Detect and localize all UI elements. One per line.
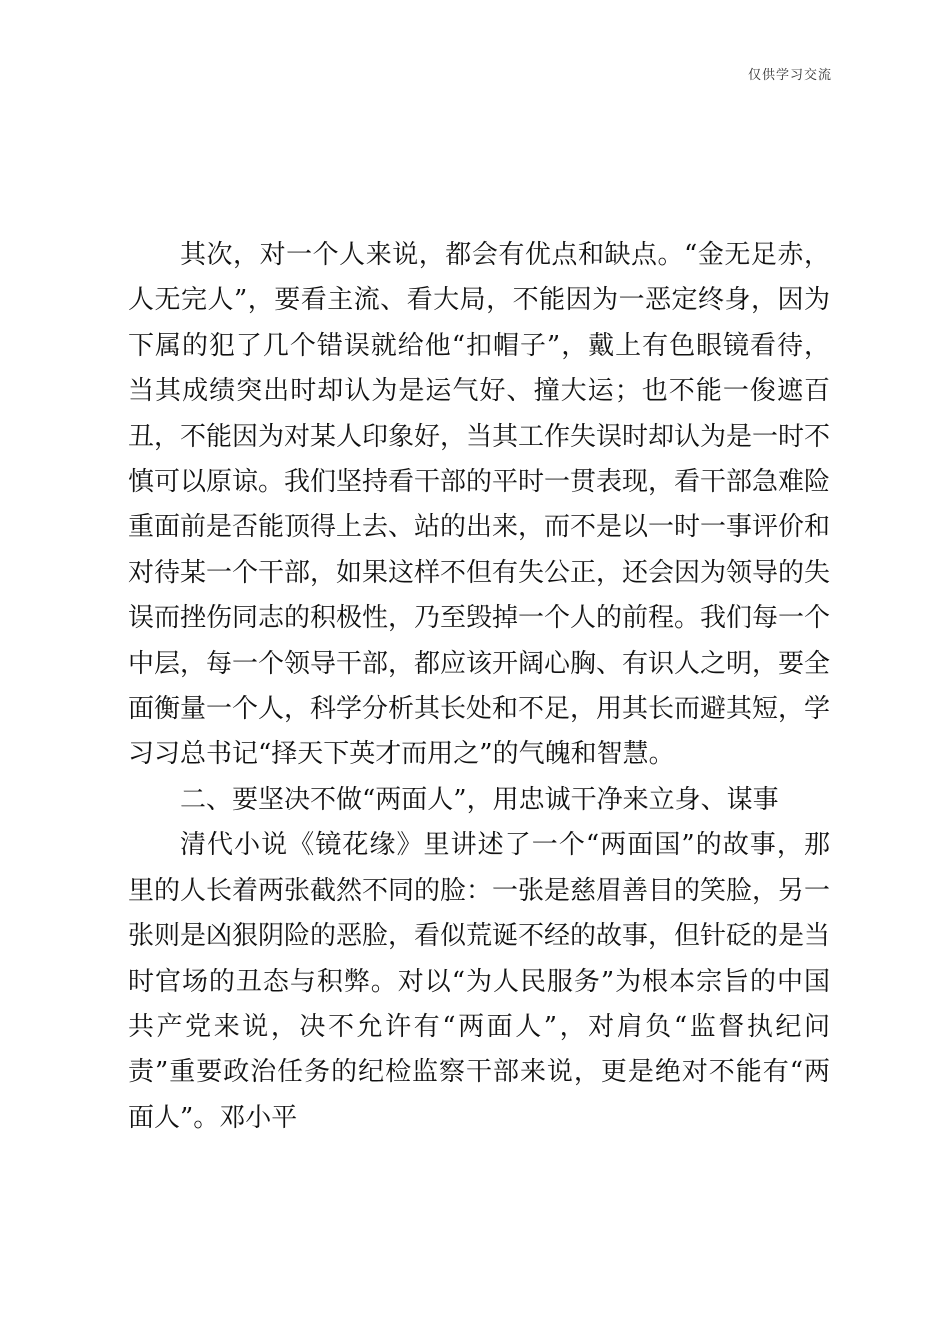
body-paragraph-1: 其次，对一个人来说，都会有优点和缺点。“金无足赤，人无完人”，要看主流、看大局，不能因为一恶定终身，因为下属的犯了几个错误就给他“扣帽子”，戴上有色眼镜看待，当其成绩突出时却认为是运气好、撞大运；也不能一俊遮百丑，不能因为对某人印象好，当其工作失误时却认为是一时不慎可以原谅。我们坚持看干部的平时一贯表现，看干部急难险重面前是否能顶得上去、站的出来，而不是以一时一事评价和对待某一个干部，如果这样不但有失公正，还会因为领导的失误而挫伤同志的积极性，乃至毁掉一个人的前程。我们每一个中层，每一个领导干部，都应该开阔心胸、有识人之明，要全面衡量一个人，科学分析其长处和不足，用其长而避其短，学习习总书记“择天下英才而用之”的气魄和智慧。: [128, 240, 831, 770]
header-note: 仅供学习交流: [747, 68, 832, 83]
document-body: [128, 233, 830, 1141]
section-heading: 二、要坚决不做“两面人”，用忠诚干净来立身、谋事: [180, 784, 779, 815]
body-paragraph-2: 清代小说《镜花缘》里讲述了一个“两面国”的故事，那里的人长着两张截然不同的脸：一张是慈眉善目的笑脸，另一张则是凶狠阴险的恶脸，看似荒诞不经的故事，但针砭的是当时官场的丑态与积弊。对以“为人民服务”为根本宗旨的中国共产党来说，决不允许有“两面人”，对肩负“监督执纪问责”重要政治任务的纪检监察干部来说，更是绝对不能有“两面人”。邓小平: [128, 830, 831, 1133]
